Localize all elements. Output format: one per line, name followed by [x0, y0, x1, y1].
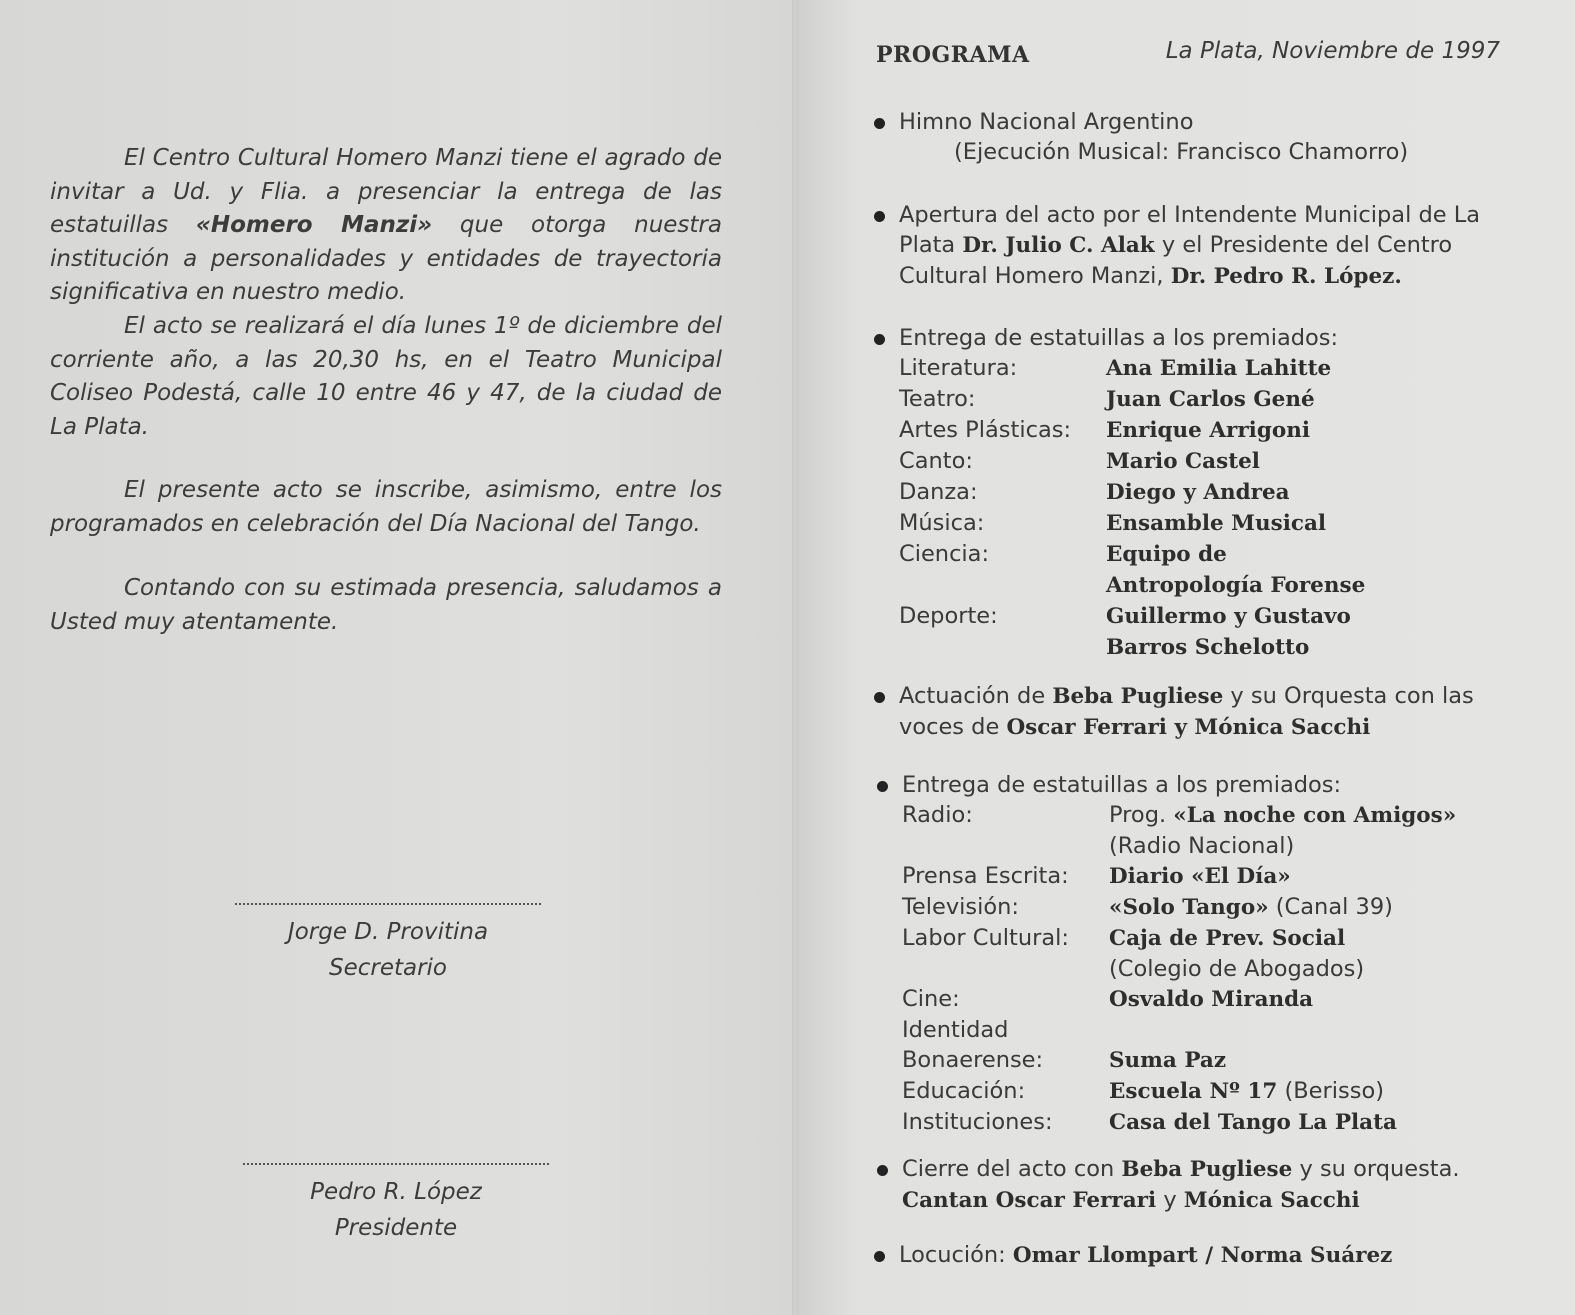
program-item-awards-2: Entrega de estatuillas a los premiados: Radio: Prog. «La noche con Amigos» (Radio Nacional) Prensa Escrita: Diario «El Día» Televisión: «Solo Tango» (Canal 39) Labor Cultural: Caja de Prev. Social (Colegio de Abogados) Cine: Osvaldo Miranda Identidad Bonaerense: Suma Paz Educación: Escuela Nº 17 (Berisso) Instituciones: Casa del Tango La Plata: [877, 770, 1537, 1138]
award-recipient: Antropología Forense: [1106, 573, 1366, 598]
bullet-icon: [874, 118, 885, 129]
signature-secretary: [235, 914, 541, 986]
award-recipient: Enrique Arrigoni: [1106, 418, 1311, 443]
secretary-name: Jorge D. Provitina: [287, 919, 489, 945]
award-recipient: Ensamble Musical: [1106, 511, 1327, 536]
awards-list-1: [899, 353, 1534, 663]
signature-line-secretary: [235, 903, 541, 905]
president-role: Presidente: [334, 1215, 458, 1241]
secretary-role: Secretario: [328, 955, 448, 981]
award-recipient: Mario Castel: [1106, 449, 1260, 474]
award-recipient: Juan Carlos Gené: [1106, 387, 1315, 412]
award-category: Canto:: [899, 448, 973, 474]
event-details-paragraph: El acto se realizará el día lunes 1º de diciembre del corriente año, a las 20,30 hs, en el Teatro Municipal Coliseo Podestá, calle 10 entre 46 y 47, de la ciudad de La Plata.: [50, 313, 722, 440]
page-fold: [792, 0, 798, 1315]
award-category: Ciencia:: [899, 541, 990, 567]
award-recipient: Ana Emilia Lahitte: [1106, 356, 1332, 381]
program-title: PROGRAMA: [876, 42, 1030, 68]
bullet-icon: [874, 211, 885, 222]
bullet-icon: [877, 1165, 888, 1176]
award-category: Música:: [899, 510, 985, 536]
president-name: Pedro R. López: [310, 1179, 482, 1205]
signature-line-president: [243, 1163, 549, 1165]
signature-president: [243, 1174, 549, 1246]
award-category: Danza:: [899, 479, 978, 505]
award-category: Deporte:: [899, 603, 998, 629]
date-line: La Plata, Noviembre de 1997: [1165, 38, 1500, 64]
award-name: «Homero Manzi»: [195, 212, 433, 238]
award-category: Literatura:: [899, 355, 1018, 381]
program-item-awards-1: Entrega de estatuillas a los premiados: Literatura: Ana Emilia Lahitte Teatro: Juan Carlos Gené Artes Plásticas: Enrique Arrigoni Canto: Mario Castel Danza: Diego y Andrea Música: Ensamble Musical Ciencia: Equipo de Antropología Forense Deporte: Guillermo y Gustavo Barros Schelotto: [874, 323, 1534, 663]
bullet-icon: [874, 334, 885, 345]
award-recipient: Guillermo y Gustavo: [1106, 604, 1351, 629]
program-item-announcers: Locución: Omar Llompart / Norma Suárez: [874, 1240, 1534, 1271]
closing-paragraph: Contando con su estimada presencia, saludamos a Usted muy atentamente.: [50, 575, 722, 635]
awards-list-2: Radio: Prog. «La noche con Amigos» (Radio Nacional) Prensa Escrita: Diario «El Día» Televisión: «Solo Tango» (Canal 39) Labor Cultural: Caja de Prev. Social (Colegio de Abogados) Cine: Osvaldo Miranda Identidad Bonaerense: Suma Paz Educación: Escuela Nº 17 (Berisso) Instituciones: Casa del Tango La Plata: [902, 802, 1457, 1135]
award-category: Teatro:: [899, 386, 976, 412]
program-item-opening: Apertura del acto por el Intendente Municipal de La Plata Dr. Julio C. Alak y el Presidente del Centro Cultural Homero Manzi, Dr. Pedro R. López.: [874, 200, 1524, 292]
program-item-anthem: Himno Nacional Argentino (Ejecución Musical: Francisco Chamorro): [874, 107, 1534, 167]
award-category: [899, 632, 1106, 663]
award-recipient: Equipo de: [1106, 542, 1227, 567]
award-category: [899, 570, 1106, 601]
bullet-icon: [874, 692, 885, 703]
program-item-performance: Actuación de Beba Pugliese y su Orquesta con las voces de Oscar Ferrari y Mónica Sacchi: [874, 681, 1494, 743]
bullet-icon: [874, 1251, 885, 1262]
award-category: Artes Plásticas:: [899, 417, 1072, 443]
bullet-icon: [877, 781, 888, 792]
award-recipient: Barros Schelotto: [1106, 635, 1310, 660]
award-recipient: Diego y Andrea: [1106, 480, 1290, 505]
invitation-paragraph: El Centro Cultural Homero Manzi tiene el agrado de invitar a Ud. y Flia. a presenciar la entrega de las estatuillas «Homero Manzi» que otorga nuestra institución a personalidades y entidades de trayectoria significativa en nuestro medio.: [50, 145, 722, 305]
tango-day-paragraph: El presente acto se inscribe, asimismo, entre los programados en celebración del Día Nacional del Tango.: [50, 477, 722, 537]
program-item-closing: Cierre del acto con Beba Pugliese y su orquesta. Cantan Oscar Ferrari y Mónica Sacchi: [877, 1154, 1537, 1216]
